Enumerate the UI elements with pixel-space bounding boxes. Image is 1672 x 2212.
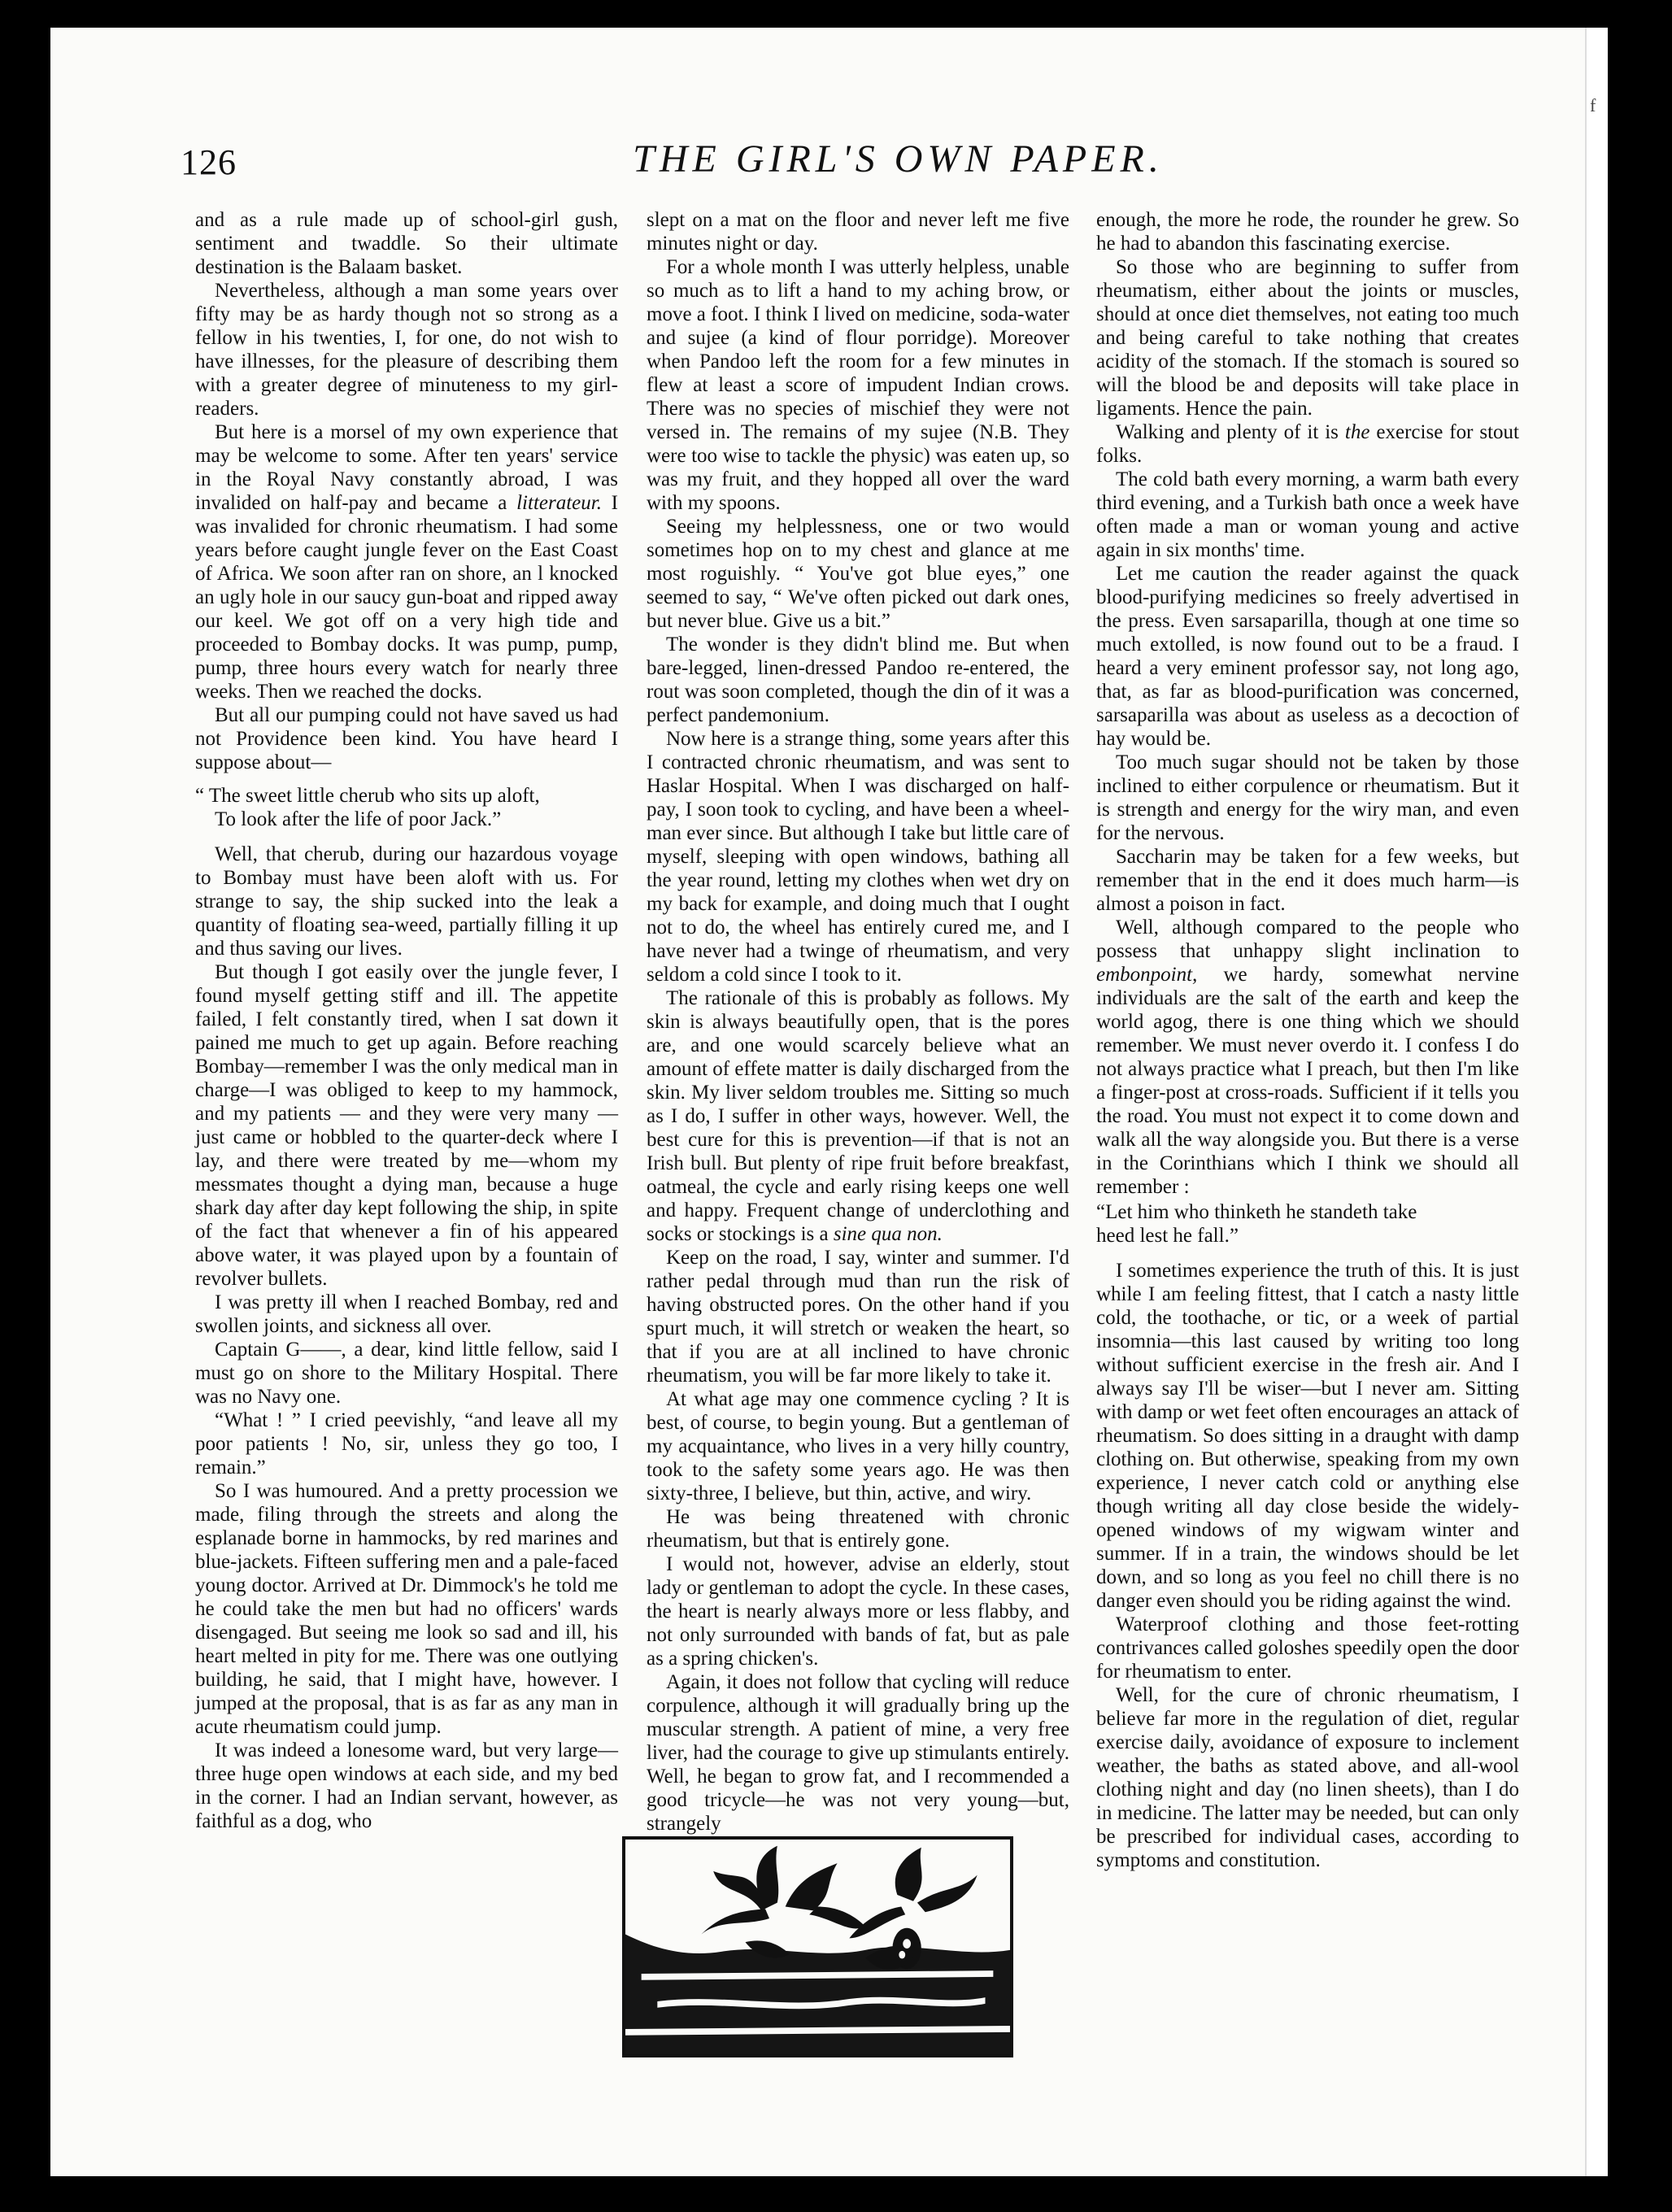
- page-title: THE GIRL'S OWN PAPER.: [633, 137, 1164, 181]
- binding-edge: [1585, 28, 1608, 2176]
- paragraph: Well, for the cure of chronic rheumatism, I believe far more in the regulation of diet, regular exercise daily, avoidance of exposure to inclement weather, the baths as stated above, and all-wool clothing night and day (no linen sheets), than I do in medicine. The latter may be needed, but can only be prescribed for individual cases, according to symptoms and constitution.: [1096, 1684, 1519, 1871]
- paragraph: He was being threatened with chronic rheumatism, but that is entirely gone.: [647, 1506, 1069, 1552]
- text-run: I was invalided for chronic rheumatism. I had some years before caught jungle fever on the East Coast of Africa. We soon after ran on shore, an l knocked an ugly hole in our saucy gun-boat and ripped away our keel. We got off on a very high tide and proceeded to Bombay docks. It was pump, pump, pump, three hours every watch for nearly three weeks. Then we reached the docks.: [195, 492, 619, 703]
- paragraph: Seeing my helplessness, one or two would sometimes hop on to my chest and glance at me most roguishly. “ You've got blue eyes,” one seemed to say, “ We've often picked out dark ones, but never blue. Give us a bit.”: [647, 516, 1069, 632]
- paragraph: At what age may one commence cycling ? It is best, of course, to begin young. But a gentleman of my acquaintance, who lives in a very hilly country, took to the safety some years ago. He was then sixty-three, I believe, but thin, active, and wiry.: [647, 1388, 1069, 1504]
- paragraph: Waterproof clothing and those feet-rotting contrivances called goloshes speedily open the door for rheumatism to enter.: [1096, 1613, 1519, 1683]
- verse-line: “ The sweet little cherub who sits up aloft,: [195, 785, 540, 807]
- italic-phrase: sine qua non.: [833, 1223, 943, 1245]
- paragraph: [1096, 420, 1519, 468]
- paragraph: Captain G——, a dear, kind little fellow, said I must go on shore to the Military Hospital. There was no Navy one.: [195, 1339, 618, 1408]
- paragraph: So I was humoured. And a pretty procession we made, filing through the streets and along the esplanade borne in hammocks, by red marines and blue-jackets. Fifteen suffering men and a pale-faced young doctor. Arrived at Dr. Dimmock's he told me he could take the men but had no officers' wards disengaged. But seeing me look so sad and ill, his heart melted in pity for me. There was one outlying building, he said, that I might have, however. I jumped at the proposal, that is as far as any man in acute rheumatism could jump.: [195, 1480, 618, 1738]
- paragraph: enough, the more he rode, the rounder he grew. So he had to abandon this fascinating exercise.: [1096, 209, 1519, 255]
- paragraph: It was indeed a lonesome ward, but very large—three huge open windows at each side, and my bed in the corner. I had an Indian servant, however, as faithful as a dog, who: [195, 1740, 618, 1832]
- text-run: Walking and plenty of it is: [1116, 421, 1345, 443]
- paragraph: [647, 986, 1069, 1246]
- article-body: [195, 208, 1520, 1871]
- paragraph: and as a rule made up of school-girl gush, sentiment and twaddle. So their ultimate destination is the Balaam basket.: [195, 209, 618, 278]
- page-sheet: [50, 28, 1608, 2176]
- tailpiece-illustration: [622, 1836, 1013, 2057]
- verse-quote: [195, 784, 618, 831]
- paragraph: [195, 420, 618, 703]
- text-run: exercise for stout folks.: [1096, 421, 1520, 467]
- paragraph: Saccharin may be taken for a few weeks, but remember that in the end it does much harm—is almost a poison in fact.: [1096, 846, 1519, 915]
- paragraph: Keep on the road, I say, winter and summer. I'd rather pedal through mud than run the risk of having obstructed pores. On the other hand if you spurt much, it will stretch or weaken the heart, so that if you are at all inclined to have chronic rheumatism, you will be far more likely to take it.: [647, 1247, 1069, 1387]
- paragraph: Again, it does not follow that cycling will reduce corpulence, although it will gradually bring up the muscular strength. A patient of mine, a very free liver, had the courage to give up stimulants entirely. Well, he began to grow fat, and I recommended a good tricycle—he was not very young—but, strangely: [647, 1671, 1069, 1835]
- paragraph: Let me caution the reader against the quack blood-purifying medicines so freely advertised in the press. Even sarsaparilla, though at one time so much extolled, is now found out to be a fraud. I heard a very eminent professor say, not long ago, that, as far as blood-purification was concerned, sarsaparilla was about as useless as a decoction of hay would be.: [1096, 563, 1519, 750]
- italic-word: embonpoint,: [1096, 964, 1198, 986]
- paragraph: So those who are beginning to suffer from rheumatism, either about the joints or muscles, should at once diet themselves, not eating too much and being careful to take nothing that creates acidity of the stomach. If the stomach is soured so will the blood be and deposits will take place in ligaments. Hence the pain.: [1096, 256, 1519, 420]
- paragraph: [1096, 916, 1519, 1199]
- paragraph: The wonder is they didn't blind me. But when bare-legged, linen-dressed Pandoo re-entered, the rout was soon completed, though the din of it was a perfect pandemonium.: [647, 634, 1069, 726]
- paragraph: But though I got easily over the jungle fever, I found myself getting stiff and ill. The appetite failed, I felt constantly tired, when I sat down it pained me much to get up again. Before reaching Bombay—remember I was the only medical man in charge—I was obliged to keep to my hammock, and my patients — and they were very many — just came or hobbled to the quarter-deck where I lay, and there were treated by me—whom my messmates thought a dying man, because a huge shark day after day kept following the ship, in spite of the fact that whenever a fin of his appeared above water, it was played upon by a fountain of revolver bullets.: [195, 961, 618, 1290]
- paragraph: I was pretty ill when I reached Bombay, red and swollen joints, and sickness all over.: [195, 1291, 618, 1337]
- column-1: [195, 208, 619, 1832]
- text-run: we hardy, somewhat nervine individuals are the salt of the earth and keep the world agog, there is one thing which we should remember. We must never overdo it. I confess I do not always practice what I preach, but then I'm like a finger-post at cross-roads. Sufficient if it tells you the road. You must not expect it to come down and walk all the way alongside you. But there is a verse in the Corinthians which I think we should all remember :: [1096, 964, 1519, 1198]
- landscape-vignette: [625, 1840, 1010, 2054]
- verse-line: “Let him who thinketh he standeth take: [1096, 1201, 1417, 1223]
- paragraph: Too much sugar should not be taken by those inclined to either corpulence or rheumatism. But it is strength and energy for the wiry man, and even for the nervous.: [1096, 751, 1519, 844]
- spine-mark: f: [1590, 95, 1596, 115]
- paragraph: I sometimes experience the truth of this. It is just while I am feeling fittest, that I catch a nasty little cold, the toothache, or tic, or a week of partial insomnia—this last caused by writing too long without sufficient exercise in the fresh air. And I always say I'll be wiser—but I never am. Sitting with damp or wet feet often encourages an attack of rheumatism. So does sitting in a draught with damp clothing on. But otherwise, speaking from my own experience, I never catch cold or anything else though writing all day close beside the widely-opened windows of my wigwam winter and summer. If in a train, the windows should be let down, and so long as you feel no chill there is no danger even should you be riding against the wind.: [1096, 1260, 1519, 1612]
- paragraph: I would not, however, advise an elderly, stout lady or gentleman to adopt the cycle. In these cases, the heart is nearly always more or less flabby, and not only surrounded with bands of fat, but as pale as a spring chicken's.: [647, 1553, 1069, 1670]
- text-run: The rationale of this is probably as follows. My skin is always beautifully open, that is the pores are, and one would scarcely believe what an amount of effete matter is daily discharged from the skin. My liver seldom troubles me. Sitting so much as I do, I suffer in other ways, however. Well, the best cure for this is prevention—if that is not an Irish bull. But plenty of ripe fruit before breakfast, oatmeal, the cycle and early rising keeps one well and happy. Frequent change of underclothing and socks or stockings is a: [647, 987, 1069, 1245]
- paragraph: Now here is a strange thing, some years after this I contracted chronic rheumatism, and was sent to Haslar Hospital. When I was discharged on half-pay, I soon took to cycling, and have been a wheel-man ever since. But although I take but little care of myself, sleeping with open windows, bathing all the year round, letting my clothes when wet dry on my back for example, and doing much that I ought not to do, the wheel has entirely cured me, and I have never had a twinge of rheumatism, and very seldom a cold since I took to it.: [647, 728, 1069, 986]
- paragraph: The cold bath every morning, a warm bath every third evening, and a Turkish bath once a week have often made a man or woman young and active again in six months' time.: [1096, 468, 1519, 561]
- verse-line: heed lest he fall.”: [1096, 1225, 1239, 1247]
- column-3: [1096, 208, 1520, 1871]
- paragraph: Well, that cherub, during our hazardous voyage to Bombay must have been aloft with us. For strange to say, the ship sucked into the leak a quantity of floating sea-weed, partially filling it up and thus saving our lives.: [195, 843, 618, 960]
- verse-quote: [1096, 1200, 1519, 1248]
- italic-word: litterateur.: [516, 492, 602, 514]
- paragraph: Nevertheless, although a man some years over fifty may be as hardy though not so strong as a fellow in his twenties, I, for one, do not wish to have illnesses, for the pleasure of describing them with a greater degree of minuteness to my girl-readers.: [195, 280, 618, 420]
- italic-word: the: [1344, 421, 1370, 443]
- paragraph: “What ! ” I cried peevishly, “and leave all my poor patients ! No, sir, unless they go too, I remain.”: [195, 1409, 618, 1478]
- paragraph: For a whole month I was utterly helpless, unable so much as to lift a hand to my aching brow, or move a foot. I think I lived on medicine, soda-water and sujee (a kind of flour porridge). Moreover when Pandoo left the room for a few minutes in flew at least a score of impudent Indian crows. There was no species of mischief they were not versed in. The remains of my sujee (N.B. They were too wise to tackle the physic) was eaten up, so was my fruit, and they hopped all over the ward with my spoons.: [647, 256, 1069, 514]
- verse-line: To look after the life of poor Jack.”: [215, 808, 502, 830]
- paragraph: slept on a mat on the floor and never left me five minutes night or day.: [647, 209, 1069, 255]
- page-number: 126: [181, 142, 237, 182]
- column-2: [647, 208, 1069, 1835]
- text-run: Well, although compared to the people who possess that unhappy slight inclination to: [1096, 917, 1519, 962]
- paragraph: But all our pumping could not have saved us had not Providence been kind. You have heard I suppose about—: [195, 704, 618, 773]
- text-run: But here is a morsel of my own experience that may be welcome to some. After ten years' service in the Royal Navy constantly abroad, I was invalided on half-pay and became a: [195, 421, 618, 514]
